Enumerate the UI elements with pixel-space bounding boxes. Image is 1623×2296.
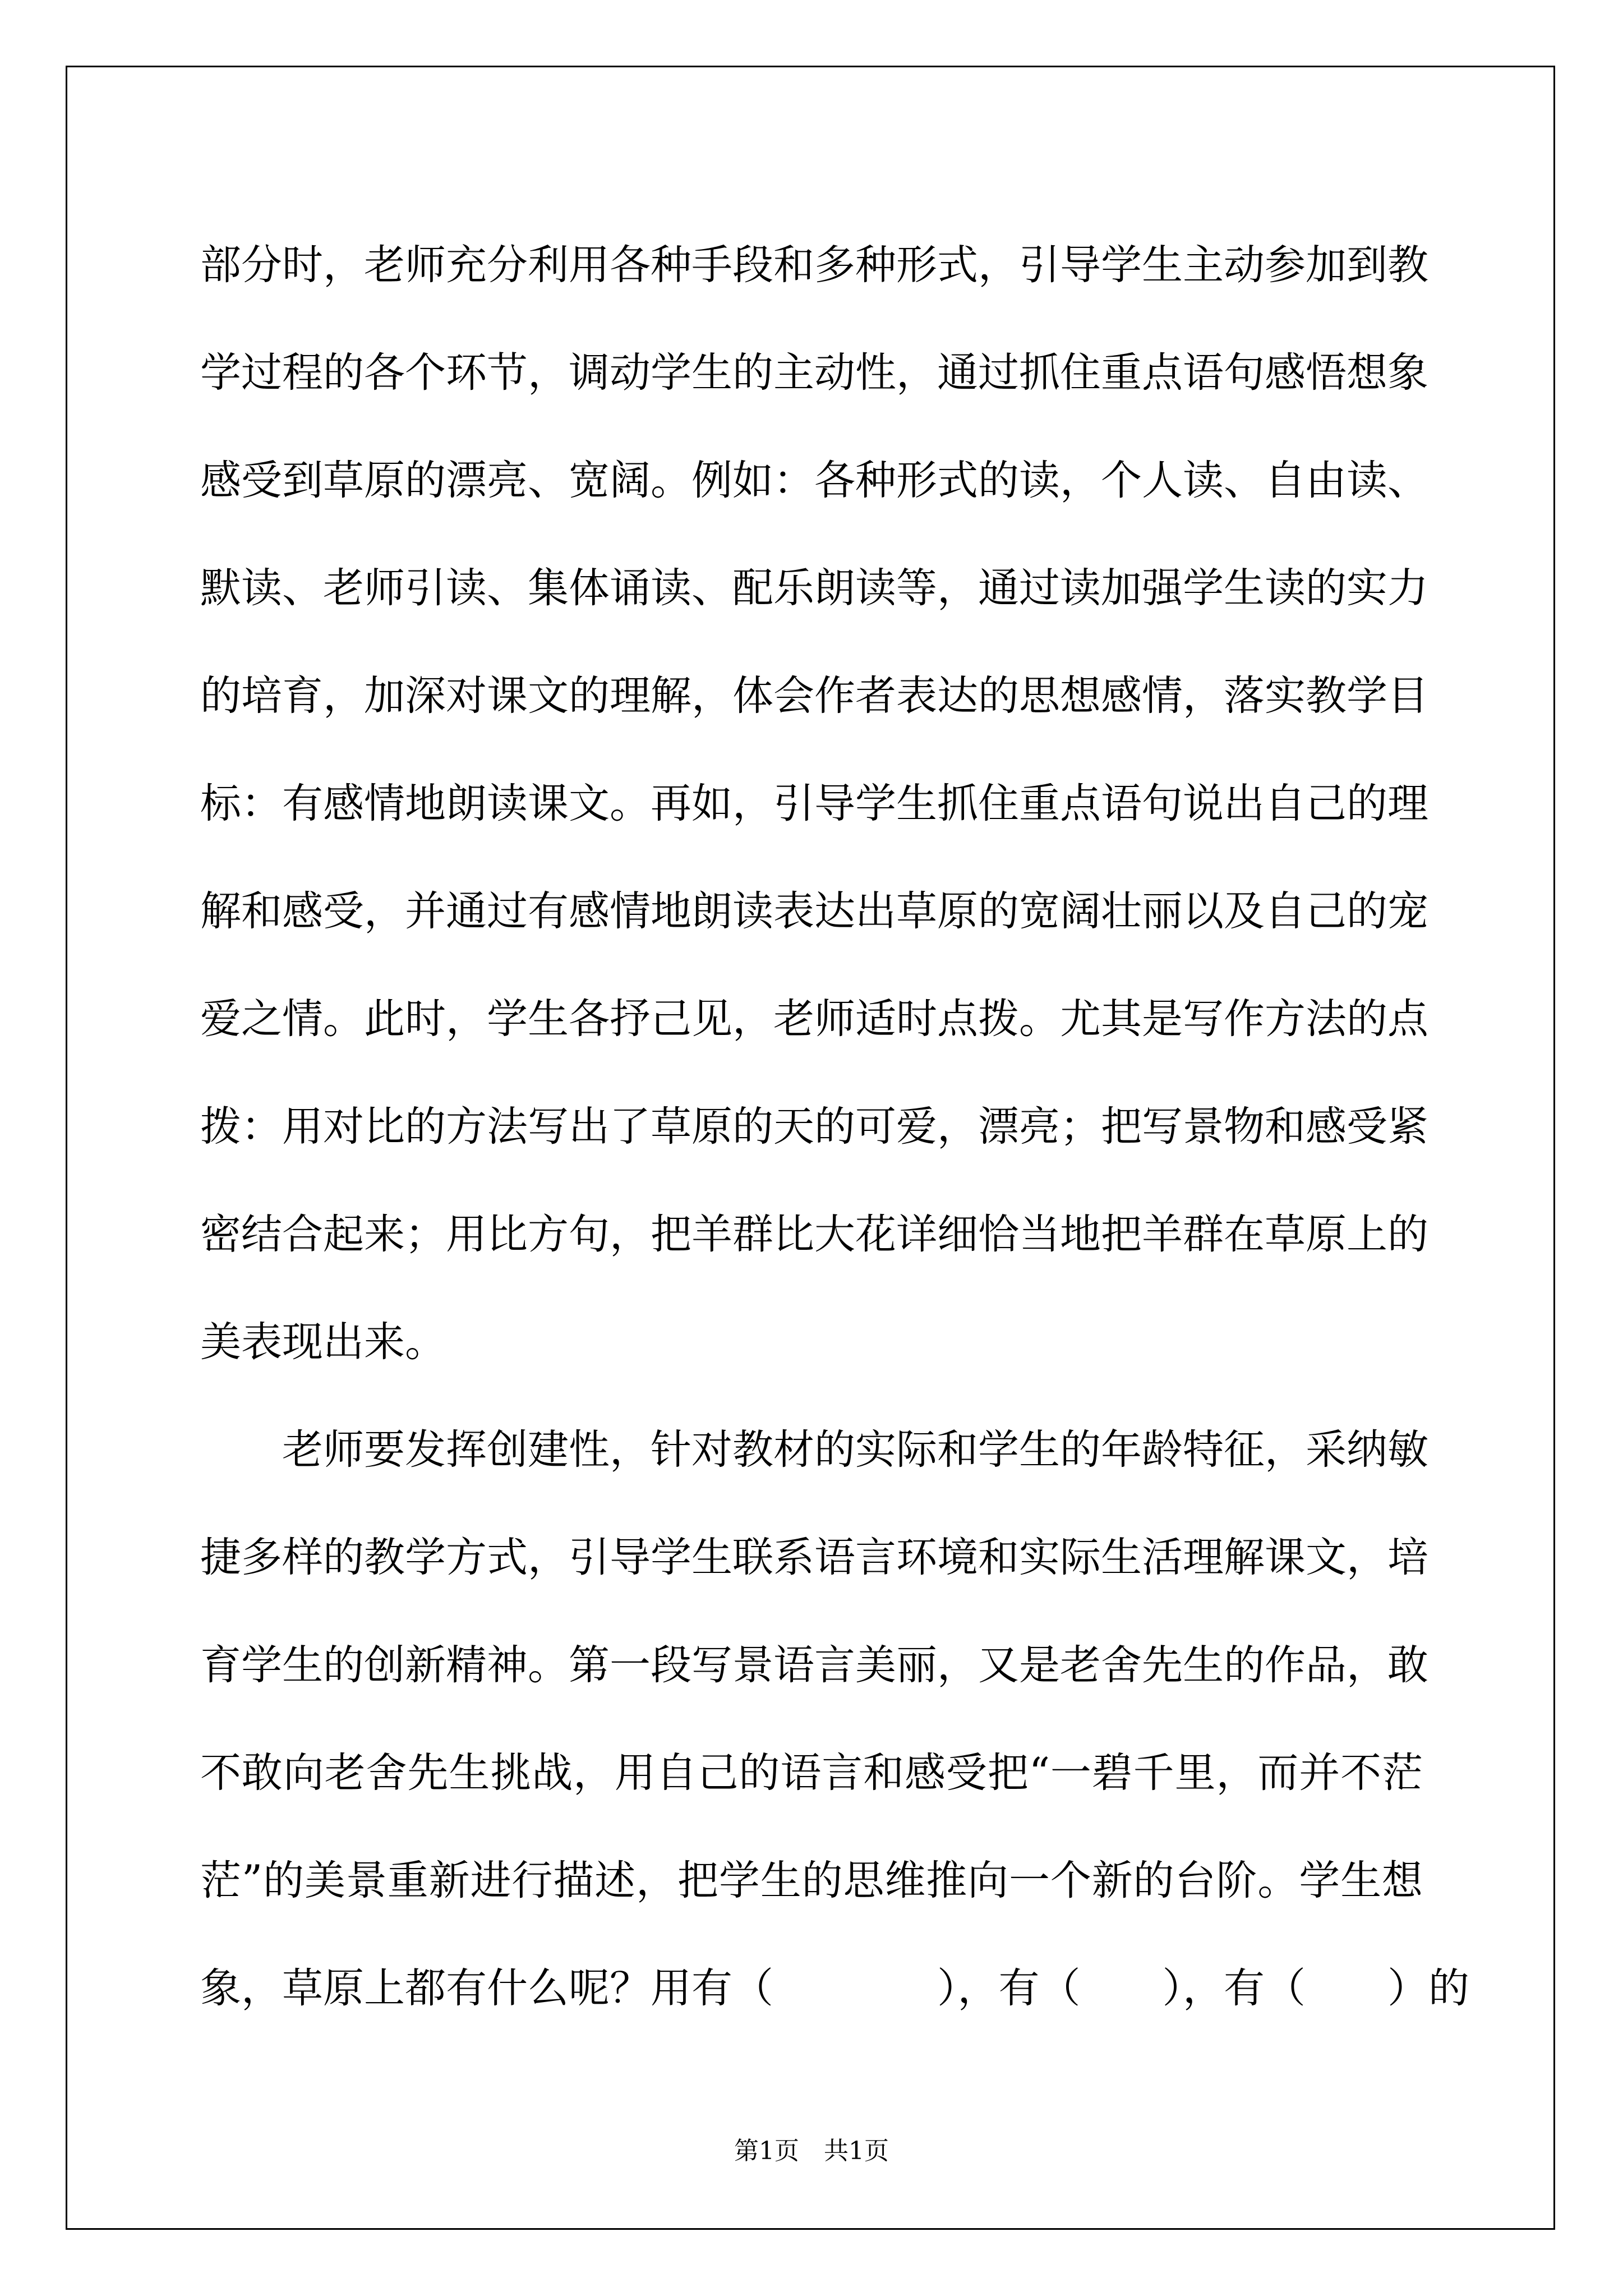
text-line: 老师要发挥创建性，针对教材的实际和学生的年龄特征，采纳敏	[282, 1426, 1428, 1474]
text-line: 部分时，老师充分利用各种手段和多种形式，引导学生主动参加到教	[200, 241, 1428, 289]
text-line: 育学生的创新精神。第一段写景语言美丽，又是老舍先生的作品，敢	[200, 1641, 1428, 1689]
text-line: 不敢向老舍先生挑战，用自己的语言和感受把“一碧千里，而并不茫	[200, 1749, 1423, 1797]
text-line: 解和感受，并通过有感情地朗读表达出草原的宽阔壮丽以及自己的宠	[200, 887, 1428, 935]
text-line: 的培育，加深对课文的理解，体会作者表达的思想感情，落实教学目	[200, 672, 1428, 720]
document-body	[200, 211, 1469, 2042]
text-line: 密结合起来；用比方句，把羊群比大花详细恰当地把羊群在草原上的	[200, 1211, 1428, 1258]
text-line: 拨：用对比的方法写出了草原的天的可爱，漂亮；把写景物和感受紧	[200, 1103, 1428, 1151]
page-footer: 第1页 共1页	[734, 2137, 889, 2165]
text-line: 学过程的各个环节，调动学生的主动性，通过抓住重点语句感悟想象	[200, 349, 1428, 397]
text-line: 象，草原上都有什么呢？用有（ ），有（ ），有（ ）的	[200, 1964, 1469, 2012]
text-line: 默读、老师引读、集体诵读、配乐朗读等，通过读加强学生读的实力	[200, 564, 1428, 612]
text-line: 美表现出来。	[200, 1318, 446, 1366]
text-line: 爱之情。此时，学生各抒己见，老师适时点拨。尤其是写作方法的点	[200, 995, 1428, 1043]
text-line: 茫”的美景重新进行描述，把学生的思维推向一个新的台阶。学生想	[200, 1857, 1423, 1904]
text-line: 标：有感情地朗读课文。再如，引导学生抓住重点语句说出自己的理	[200, 780, 1428, 827]
text-line: 捷多样的教学方式，引导学生联系语言环境和实际生活理解课文，培	[200, 1534, 1428, 1581]
text-line: 感受到草原的漂亮、宽阔。例如：各种形式的读，个人读、自由读、	[200, 457, 1428, 504]
